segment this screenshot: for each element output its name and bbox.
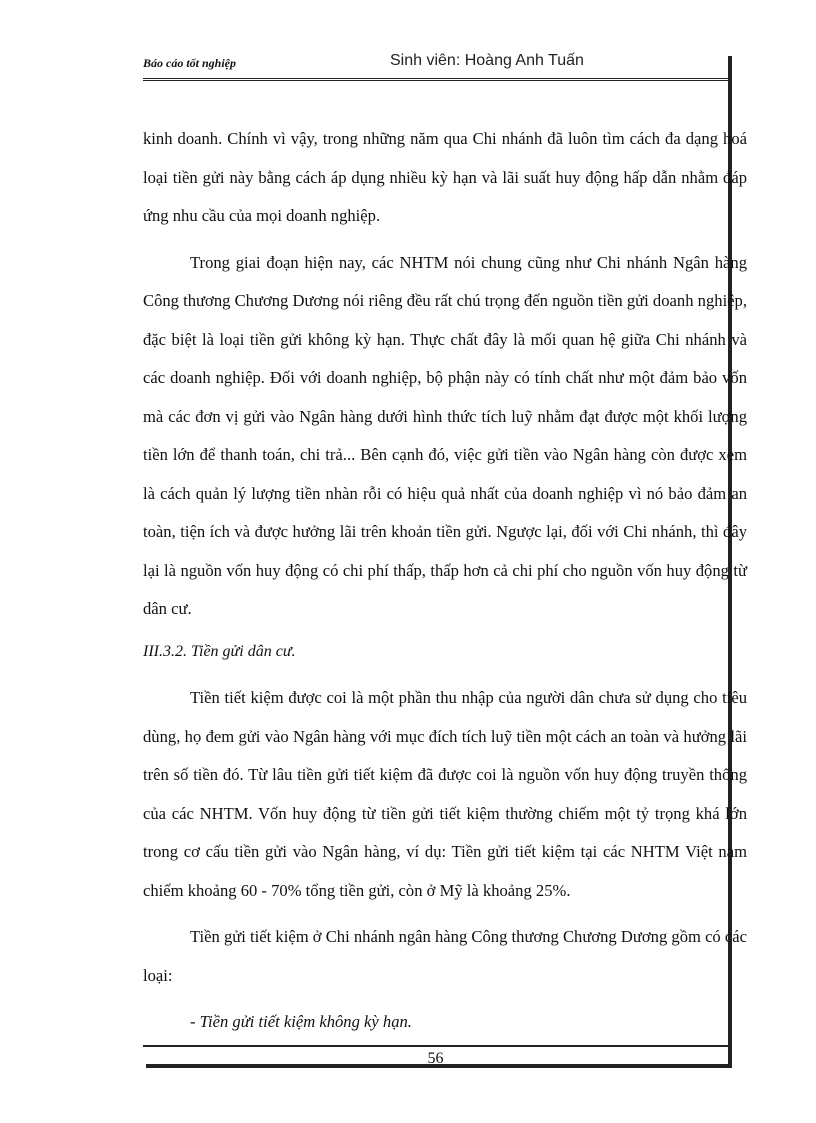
paragraph-3: Tiền tiết kiệm được coi là một phần thu nhập của người dân chưa sử dụng cho tiêu dùng, họ đem gửi vào Ngân hàng với mục đích tích luỹ tiền một cách an toàn và hưởng lãi trên số tiền đó. Từ lâu tiền gửi tiết kiệm đã được coi là nguồn vốn huy động truyền thống của các NHTM. Vốn huy động từ tiền gửi tiết kiệm thường chiếm một tỷ trọng khá lớn trong cơ cấu tiền gửi vào Ngân hàng, ví dụ: Tiền gửi tiết kiệm tại các NHTM Việt nam chiếm khoảng 60 - 70% tổng tiền gửi, còn ở Mỹ là khoảng 25%. xyxy=(143,688,747,900)
paragraph-1: kinh doanh. Chính vì vậy, trong những năm qua Chi nhánh đã luôn tìm cách đa dạng hoá loại tiền gửi này bằng cách áp dụng nhiều kỳ hạn và lãi suất huy động hấp dẫn nhằm đáp ứng nhu cầu của mọi doanh nghiệp. xyxy=(143,129,747,225)
header-student-name: Sinh viên: Hoàng Anh Tuấn xyxy=(390,52,584,69)
paragraph-4: Tiền gửi tiết kiệm ở Chi nhánh ngân hàng Công thương Chương Dương gồm có các loại: xyxy=(143,927,747,985)
paragraph-2: Trong giai đoạn hiện nay, các NHTM nói chung cũng như Chi nhánh Ngân hàng Công thương Chương Dương nói riêng đều rất chú trọng đến nguồn tiền gửi doanh nghiệp, đặc biệt là loại tiền gửi không kỳ hạn. Thực chất đây là mối quan hệ giữa Chi nhánh và các doanh nghiệp. Đối với doanh nghiệp, bộ phận này có tính chất như một đảm bảo vốn mà các đơn vị gửi vào Ngân hàng dưới hình thức tích luỹ nhằm đạt được một khối lượng tiền lớn để thanh toán, chi trả... Bên cạnh đó, việc gửi tiền vào Ngân hàng còn được xem là cách quản lý lượng tiền nhàn rỗi có hiệu quả nhất của doanh nghiệp vì nó bảo đảm an toàn, tiện ích và được hưởng lãi trên khoản tiền gửi. Ngược lại, đối với Chi nhánh, thì đây lại là nguồn vốn huy động có chi phí thấp, thấp hơn cả chi phí cho nguồn vốn huy động từ dân cư. xyxy=(143,252,747,618)
footer-divider xyxy=(143,1045,728,1047)
page-body xyxy=(143,120,747,1042)
header-report-title: Báo cáo tốt nghiệp xyxy=(143,56,237,70)
list-item: - Tiền gửi tiết kiệm không kỳ hạn. xyxy=(190,1012,412,1031)
page-number: 56 xyxy=(427,1050,444,1067)
section-heading: III.3.2. Tiền gửi dân cư. xyxy=(143,642,296,660)
page-header xyxy=(143,48,728,81)
